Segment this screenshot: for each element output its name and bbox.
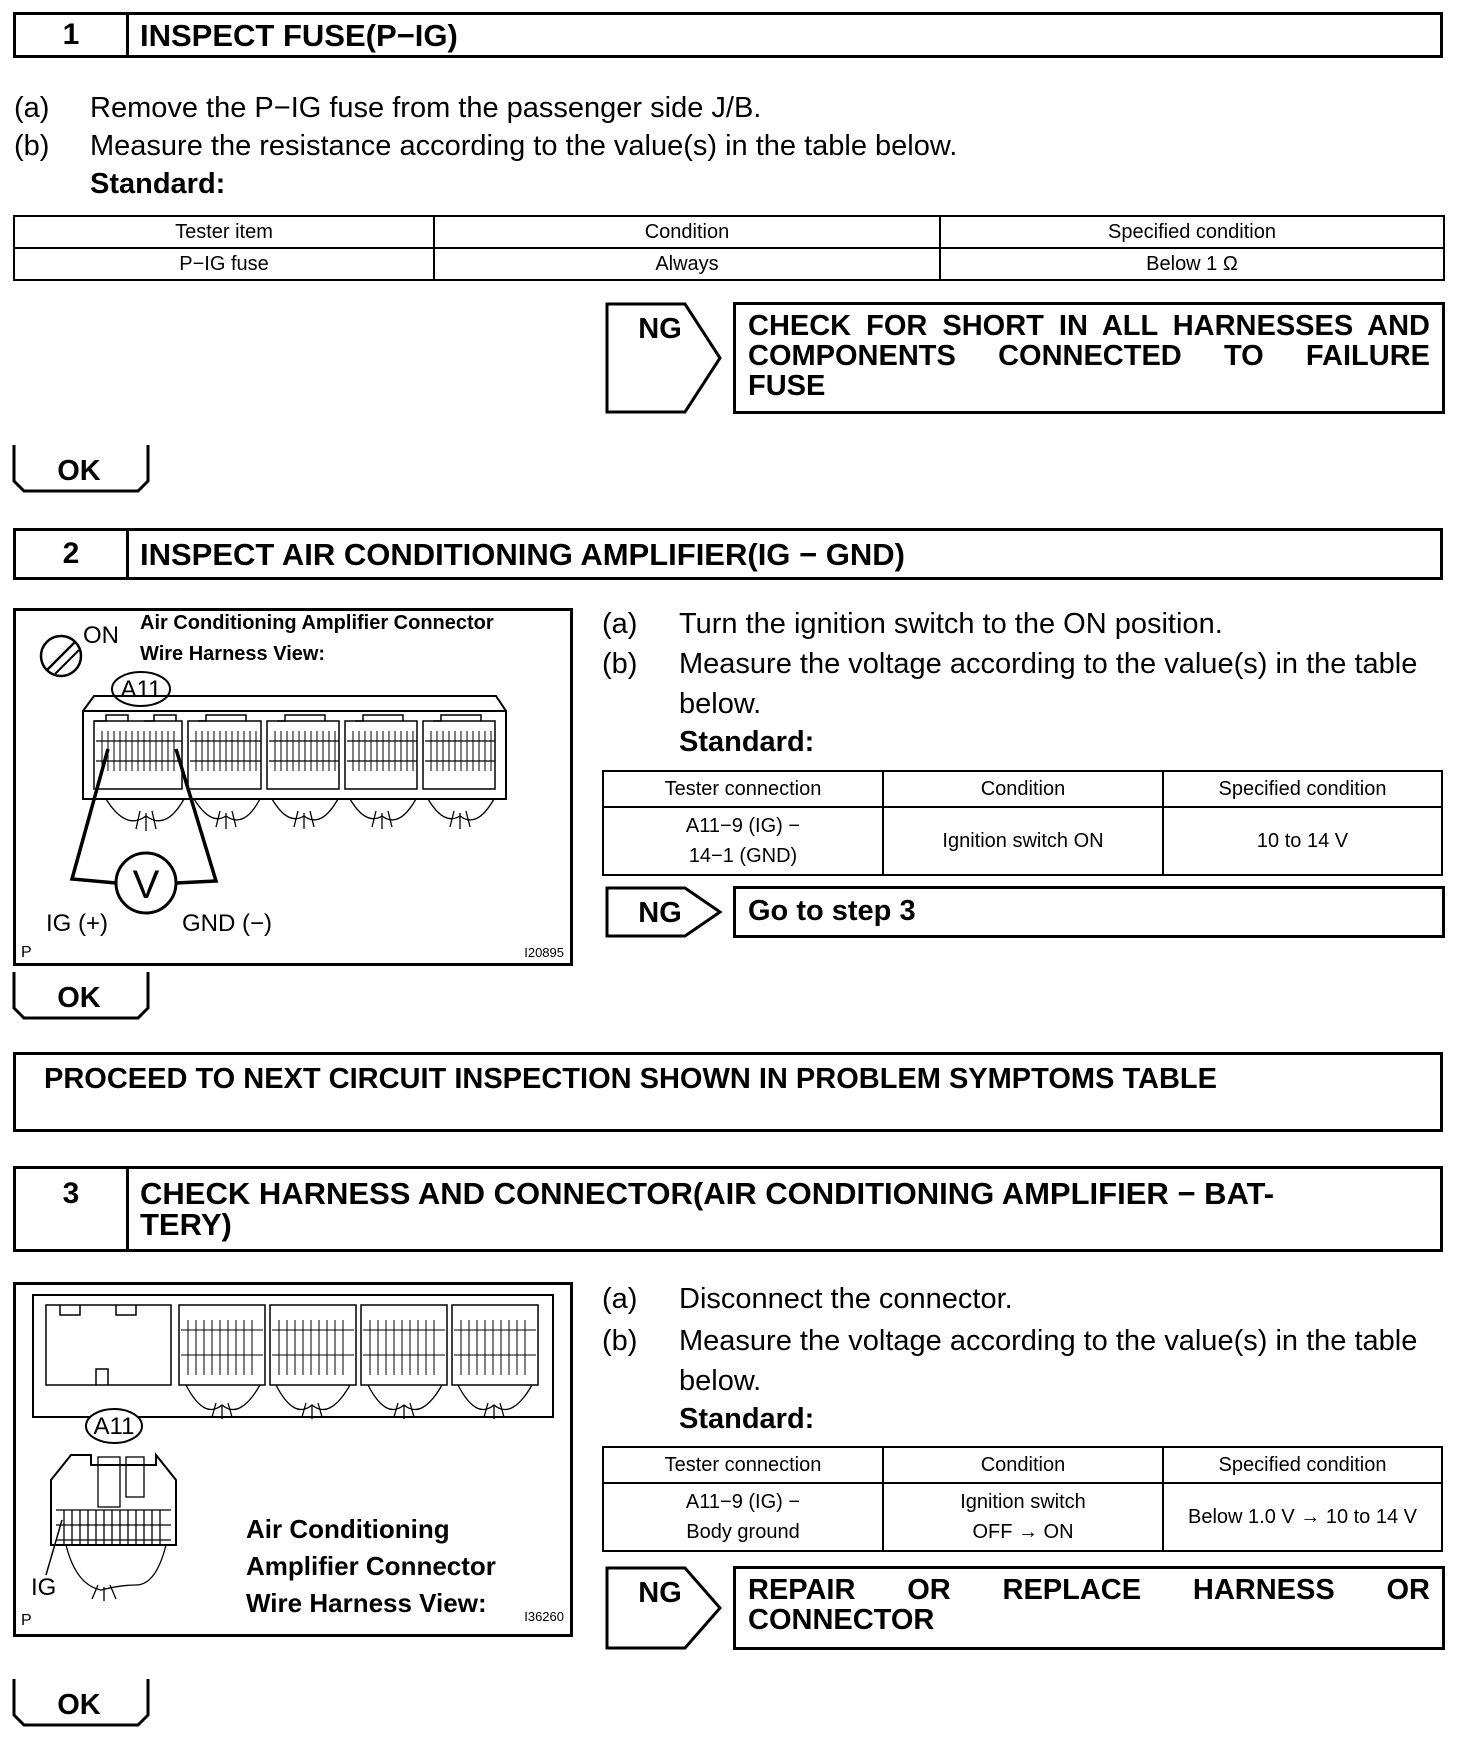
figure-caption-line-1: Air Conditioning: [246, 1514, 450, 1544]
item-label: (a): [602, 608, 638, 640]
proceed-box: [13, 1052, 1443, 1132]
step-2-ng-result: [733, 886, 1445, 938]
result-text: Go to step 3: [748, 895, 916, 927]
table-cell: [883, 1483, 1163, 1551]
step-2-standard-label: Standard:: [679, 726, 815, 758]
table-header-row: [603, 1447, 1442, 1483]
ig-label: IG: [31, 1574, 57, 1601]
figure-corner-label: P: [21, 944, 32, 961]
table-header: Condition: [883, 1447, 1163, 1483]
figure-corner-label: P: [21, 1612, 32, 1629]
ng-label: NG: [638, 313, 682, 345]
connector-id: A11: [120, 676, 162, 703]
figure-caption-line-3: Wire Harness View:: [246, 1588, 487, 1618]
table-header: Tester item: [14, 216, 434, 248]
cell-line: Body ground: [686, 1521, 800, 1543]
step-2-header: [13, 528, 1443, 580]
table-header: Condition: [434, 216, 940, 248]
figure-title-line-2: Wire Harness View:: [140, 643, 326, 665]
table-cell: Below 1.0 V → 10 to 14 V: [1163, 1483, 1442, 1551]
meter-symbol: V: [132, 863, 160, 907]
step-1-header: [13, 12, 1443, 58]
step-2-title: INSPECT AIR CONDITIONING AMPLIFIER(IG − GND): [140, 536, 905, 572]
item-label: (a): [14, 92, 50, 124]
item-label: (a): [602, 1283, 638, 1315]
step-3-figure: [13, 1282, 573, 1637]
figure-title-line-1: Air Conditioning Amplifier Connector: [140, 612, 494, 634]
step-3-item-b-cont: below.: [679, 1365, 762, 1397]
item-label: (b): [602, 1325, 638, 1357]
figure-code: I36260: [524, 1609, 564, 1624]
figure-code: I20895: [524, 945, 564, 960]
step-2-figure: [13, 608, 573, 966]
ok-label: OK: [57, 455, 101, 487]
item-text-line-1: Measure the voltage according to the value(s) in the table: [679, 648, 1418, 680]
title-line: CHECK HARNESS AND CONNECTOR(AIR CONDITIONING AMPLIFIER − BAT-: [140, 1176, 1275, 1211]
item-text-line-1: Measure the voltage according to the value(s) in the table: [679, 1325, 1418, 1357]
table-row: [603, 807, 1442, 875]
table-cell: 10 to 14 V: [1163, 807, 1442, 875]
table-cell: Always: [434, 248, 940, 280]
cell-line: A11−9 (IG) −: [685, 1491, 801, 1513]
step-3-number: 3: [16, 1169, 129, 1249]
table-header: Specified condition: [1163, 771, 1442, 807]
table-header: Tester connection: [603, 1447, 883, 1483]
ig-label: IG (+): [46, 910, 109, 937]
step-3-ng-arrow: [605, 1566, 725, 1650]
step-1-ng-result: [733, 302, 1445, 414]
result-line: FUSE: [748, 370, 826, 402]
title-line: TERY): [140, 1207, 232, 1242]
step-3-standard-table: [602, 1446, 1443, 1552]
proceed-text: PROCEED TO NEXT CIRCUIT INSPECTION SHOWN IN PROBLEM SYMPTOMS TABLE: [44, 1063, 1217, 1095]
step-3-title: [140, 1169, 1430, 1249]
step-3-standard-label: Standard:: [679, 1403, 815, 1435]
result-line: COMPONENTS CONNECTED TO FAILURE: [748, 340, 1430, 372]
step-2-item-b-cont: below.: [679, 688, 762, 720]
cell-line: Ignition switch: [960, 1491, 1086, 1513]
table-cell: [603, 807, 883, 875]
result-line: CONNECTOR: [748, 1604, 935, 1636]
table-cell: [603, 1483, 883, 1551]
cell-line: 14−1 (GND): [688, 845, 798, 867]
table-row: [603, 1483, 1442, 1551]
gnd-label: GND (−): [182, 910, 272, 937]
step-2-ng-arrow: [605, 886, 725, 938]
ng-label: NG: [638, 1577, 682, 1609]
table-header-row: [14, 216, 1444, 248]
step-1-ok-tab: [12, 443, 150, 495]
table-cell: Below 1 Ω: [940, 248, 1444, 280]
step-3-header: [13, 1166, 1443, 1252]
table-header: Tester connection: [603, 771, 883, 807]
cell-line: OFF → ON: [972, 1521, 1074, 1543]
on-label: ON: [83, 622, 119, 649]
item-label: (b): [602, 648, 638, 680]
step-1-standard-table: [13, 215, 1445, 281]
item-text: Measure the resistance according to the value(s) in the table below.: [90, 130, 958, 162]
table-header-row: [603, 771, 1442, 807]
table-header: Specified condition: [1163, 1447, 1442, 1483]
step-3-ok-tab: [12, 1677, 150, 1729]
result-line: REPAIR OR REPLACE HARNESS OR: [748, 1574, 1430, 1606]
ng-label: NG: [638, 897, 682, 929]
item-label: (b): [14, 130, 50, 162]
step-2-number: 2: [16, 531, 129, 577]
table-cell: P−IG fuse: [14, 248, 434, 280]
step-1-ng-arrow: [605, 302, 725, 414]
step-1-title: INSPECT FUSE(P−IG): [140, 17, 458, 53]
cell-line: A11−9 (IG) −: [685, 815, 801, 837]
step-2-standard-table: [602, 770, 1443, 876]
table-header: Specified condition: [940, 216, 1444, 248]
step-3-ng-result: [733, 1566, 1445, 1650]
figure-caption-line-2: Amplifier Connector: [246, 1551, 496, 1581]
step-1-number: 1: [16, 15, 129, 55]
connector-diagram: [16, 611, 570, 963]
ok-label: OK: [57, 1689, 101, 1721]
step-1-standard-label: Standard:: [90, 168, 226, 200]
ok-label: OK: [57, 982, 101, 1014]
item-text: Turn the ignition switch to the ON position.: [679, 608, 1223, 640]
table-row: [14, 248, 1444, 280]
item-text: Disconnect the connector.: [679, 1283, 1013, 1315]
result-line: CHECK FOR SHORT IN ALL HARNESSES AND: [748, 310, 1430, 342]
step-2-ok-tab: [12, 970, 150, 1022]
connector-id: A11: [93, 1413, 135, 1440]
item-text: Remove the P−IG fuse from the passenger side J/B.: [90, 92, 762, 124]
table-header: Condition: [883, 771, 1163, 807]
connector-diagram: [16, 1285, 570, 1634]
table-cell: Ignition switch ON: [883, 807, 1163, 875]
